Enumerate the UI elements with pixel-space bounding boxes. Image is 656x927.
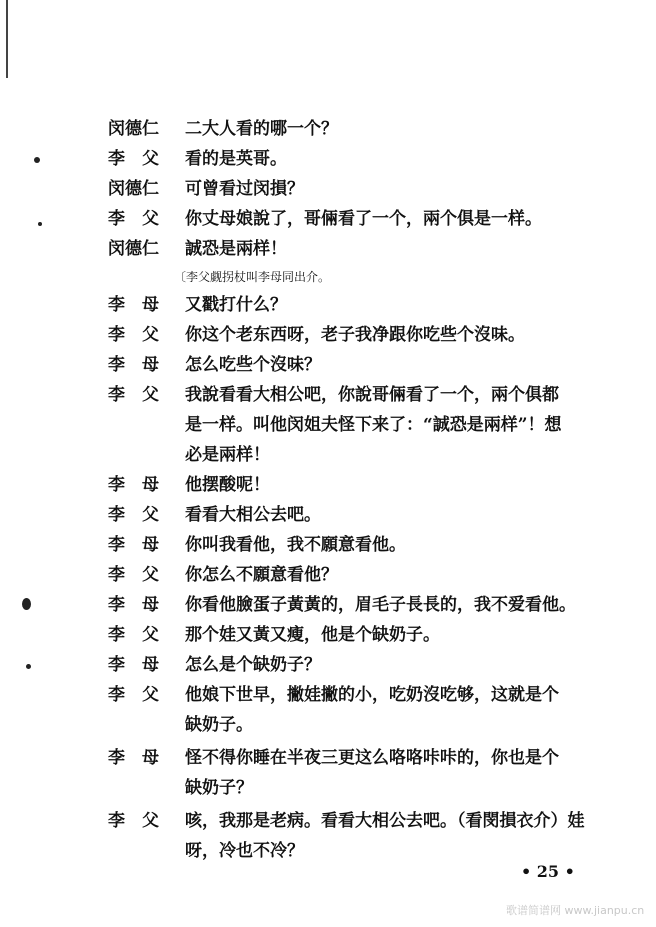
dialogue-line <box>108 114 608 144</box>
speech-text: 怎么是个缺奶子？ <box>185 655 321 675</box>
dialogue-line <box>108 806 608 836</box>
dialogue-continuation <box>108 710 608 743</box>
speech-text: 你看他臉蛋子黃黃的，眉毛子長長的，我不爱看他。 <box>185 595 576 615</box>
speaker-name: 李 父 <box>108 811 159 831</box>
dialogue-continuation <box>108 440 608 470</box>
dialogue-line <box>108 650 608 680</box>
speech-text: 你叫我看他，我不願意看他。 <box>185 535 406 555</box>
speech-text: 你丈母娘說了，哥倆看了一个，兩个俱是一样。 <box>185 209 542 229</box>
speech-text: 他摆酸呢！ <box>185 475 270 495</box>
speaker-name: 李 母 <box>108 355 159 375</box>
speech-text: 必是兩样！ <box>185 445 270 465</box>
speaker-name: 李 父 <box>108 505 159 525</box>
dialogue-line <box>108 204 608 234</box>
speech-text: 怎么吃些个沒味？ <box>185 355 321 375</box>
site-watermark: 歌谱简谱网 www.jianpu.cn <box>506 904 645 917</box>
speech-text: 怪不得你睡在半夜三更这么咯咯咔咔的，你也是个 <box>185 748 559 768</box>
dialogue-continuation <box>108 410 608 440</box>
dialogue-line <box>108 500 608 530</box>
dialogue-line <box>108 234 608 264</box>
speech-text: 我說看看大相公吧，你說哥倆看了一个，兩个俱都 <box>185 385 559 405</box>
dialogue-line <box>108 350 608 380</box>
speaker-name: 李 母 <box>108 295 159 315</box>
dialogue-line <box>108 290 608 320</box>
speaker-name: 李 父 <box>108 209 159 229</box>
dialogue-continuation <box>108 773 608 806</box>
speaker-name: 李 母 <box>108 655 159 675</box>
dialogue-line <box>108 320 608 350</box>
speaker-name: 李 父 <box>108 625 159 645</box>
speaker-name: 李 父 <box>108 385 159 405</box>
speech-text: 咳，我那是老病。看看大相公去吧。（看閔損衣介）娃 <box>185 811 585 831</box>
speech-text: 可曾看过闵損？ <box>185 179 304 199</box>
dialogue-line <box>108 174 608 204</box>
speaker-name: 李 父 <box>108 325 159 345</box>
dialogue-line <box>108 560 608 590</box>
script-body <box>108 114 608 866</box>
speech-text: 缺奶子？ <box>185 778 253 798</box>
scan-speck <box>38 222 42 226</box>
dialogue-line <box>108 380 608 410</box>
speech-text: 二大人看的哪一个？ <box>185 119 338 139</box>
speaker-name: 闵德仁 <box>108 119 159 139</box>
speech-text: 又戳打什么？ <box>185 295 287 315</box>
speech-text: 他娘下世早，撇娃撇的小，吃奶沒吃够，这就是个 <box>185 685 559 705</box>
speaker-name: 李 母 <box>108 595 159 615</box>
speaker-name: 闵德仁 <box>108 239 159 259</box>
speech-text: 是一样。叫他闵姐夫怪下来了：“誠恐是兩样”！想 <box>185 415 562 435</box>
scan-edge-line <box>6 0 8 78</box>
speech-text: 缺奶子。 <box>185 715 253 735</box>
dialogue-line <box>108 470 608 500</box>
dialogue-line <box>108 530 608 560</box>
speaker-name: 闵德仁 <box>108 179 159 199</box>
stage-direction: 〔李父觑拐杖叫李母同出介。 <box>174 270 331 284</box>
dialogue-line <box>108 743 608 773</box>
scan-speck <box>26 664 31 669</box>
speech-text: 呀，冷也不冷？ <box>185 841 304 861</box>
speaker-name: 李 父 <box>108 149 159 169</box>
speaker-name: 李 父 <box>108 565 159 585</box>
scan-speck <box>22 598 31 610</box>
scan-speck <box>34 157 40 163</box>
speech-text: 你怎么不願意看他？ <box>185 565 338 585</box>
dialogue-line <box>108 590 608 620</box>
speaker-name: 李 母 <box>108 748 159 768</box>
speech-text: 誠恐是兩样！ <box>185 239 287 259</box>
speech-text: 看的是英哥。 <box>185 149 287 169</box>
speech-text: 那个娃又黃又瘦，他是个缺奶子。 <box>185 625 440 645</box>
speaker-name: 李 母 <box>108 535 159 555</box>
speaker-name: 李 父 <box>108 685 159 705</box>
speech-text: 看看大相公去吧。 <box>185 505 321 525</box>
dialogue-line <box>108 144 608 174</box>
page-number: • 25 • <box>521 862 575 881</box>
speech-text: 你这个老东西呀，老子我净跟你吃些个沒味。 <box>185 325 525 345</box>
speaker-name: 李 母 <box>108 475 159 495</box>
dialogue-line <box>108 680 608 710</box>
dialogue-line <box>108 620 608 650</box>
